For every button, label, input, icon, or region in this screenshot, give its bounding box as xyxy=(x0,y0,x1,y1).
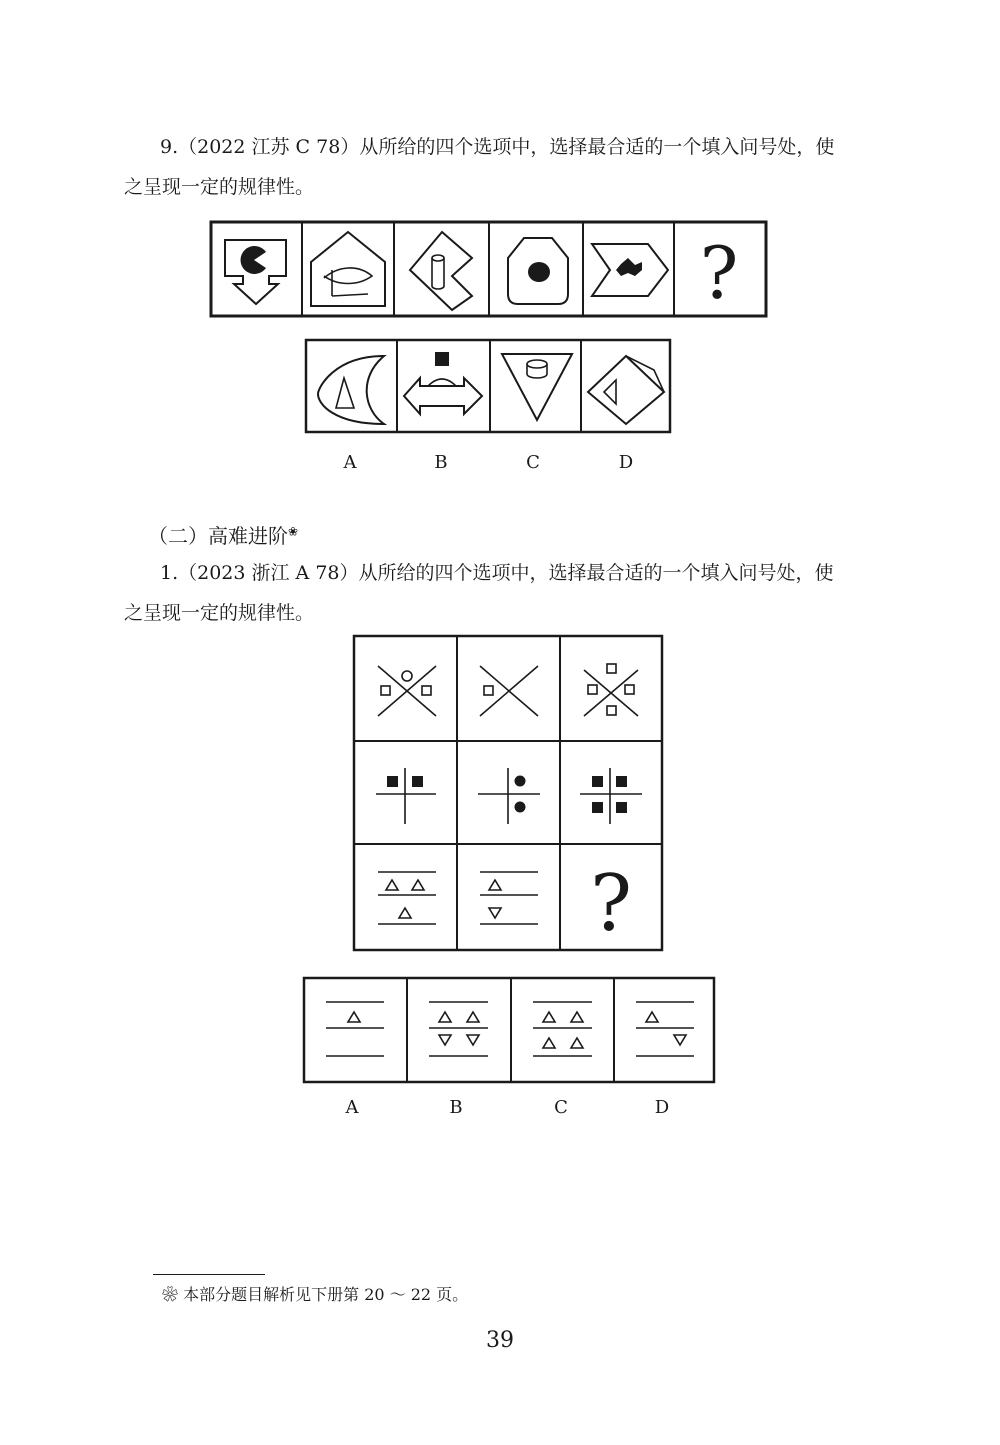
q1-cell-3-1 xyxy=(378,872,436,924)
footnote xyxy=(162,1282,468,1305)
q9-cell-2-house-fish xyxy=(311,232,385,306)
q9-cell-3-diamond-cylinder xyxy=(410,232,472,310)
q1-option-b xyxy=(429,1002,488,1056)
q9-cell-1-arrow-pacman xyxy=(225,240,286,304)
section-heading xyxy=(148,520,298,549)
footnote-text: 本部分题目解析见下册第 20 ～ 22 页。 xyxy=(183,1285,469,1304)
q1-cell-1-2 xyxy=(480,666,538,716)
q9-cell-4-octagon-dot xyxy=(508,238,568,304)
q1-cell-3-2 xyxy=(480,872,538,924)
q1-question-mark: ? xyxy=(590,859,632,949)
q1-option-label-b: B xyxy=(449,1097,463,1118)
q1-grid xyxy=(352,634,666,954)
q1-options-row xyxy=(302,976,718,1086)
q1-option-label-a: A xyxy=(345,1097,359,1118)
q1-option-c xyxy=(533,1002,592,1056)
q1-cell-2-3 xyxy=(580,768,642,824)
q1-cell-2-2 xyxy=(478,768,540,824)
footnote-rule xyxy=(153,1274,265,1275)
q1-option-a xyxy=(326,1002,384,1056)
q1-cell-2-1 xyxy=(376,768,436,824)
q1-option-label-d: D xyxy=(654,1097,670,1118)
q1-text-line1: 1.（2023 浙江 A 78）从所给的四个选项中，选择最合适的一个填入问号处，使 xyxy=(160,562,834,584)
q9-question-mark: ? xyxy=(699,231,739,315)
q9-option-label-a: A xyxy=(343,452,357,473)
q9-option-label-b: B xyxy=(434,452,448,473)
q1-cell-1-1 xyxy=(378,666,436,716)
q9-cell-5-chevron-cross xyxy=(592,244,668,296)
q1-cell-1-3 xyxy=(584,664,638,716)
q9-option-label-d: D xyxy=(618,452,634,473)
q9-options-row xyxy=(304,338,674,436)
page-number: 39 xyxy=(486,1328,514,1353)
flower-footnote-icon: ❀ xyxy=(162,1285,179,1304)
q1-text-line2: 之呈现一定的规律性。 xyxy=(124,602,315,624)
q9-option-c-triangle-cylinder xyxy=(502,354,572,420)
q9-option-a-crescent xyxy=(318,356,384,424)
q9-text-line2: 之呈现一定的规律性。 xyxy=(124,176,315,198)
q1-option-label-c: C xyxy=(554,1097,568,1118)
q9-figure-sequence xyxy=(208,218,772,320)
q9-text-line1: 9.（2022 江苏 C 78）从所给的四个选项中，选择最合适的一个填入问号处，使 xyxy=(160,136,835,158)
q9-option-d-diamond xyxy=(588,356,664,424)
q9-option-label-c: C xyxy=(526,452,540,473)
q1-option-d xyxy=(636,1002,694,1056)
section-title: （二）高难进阶 xyxy=(148,524,288,548)
q9-option-b-double-arrow xyxy=(404,352,482,414)
flower-mark-icon: ❀ xyxy=(288,524,299,539)
